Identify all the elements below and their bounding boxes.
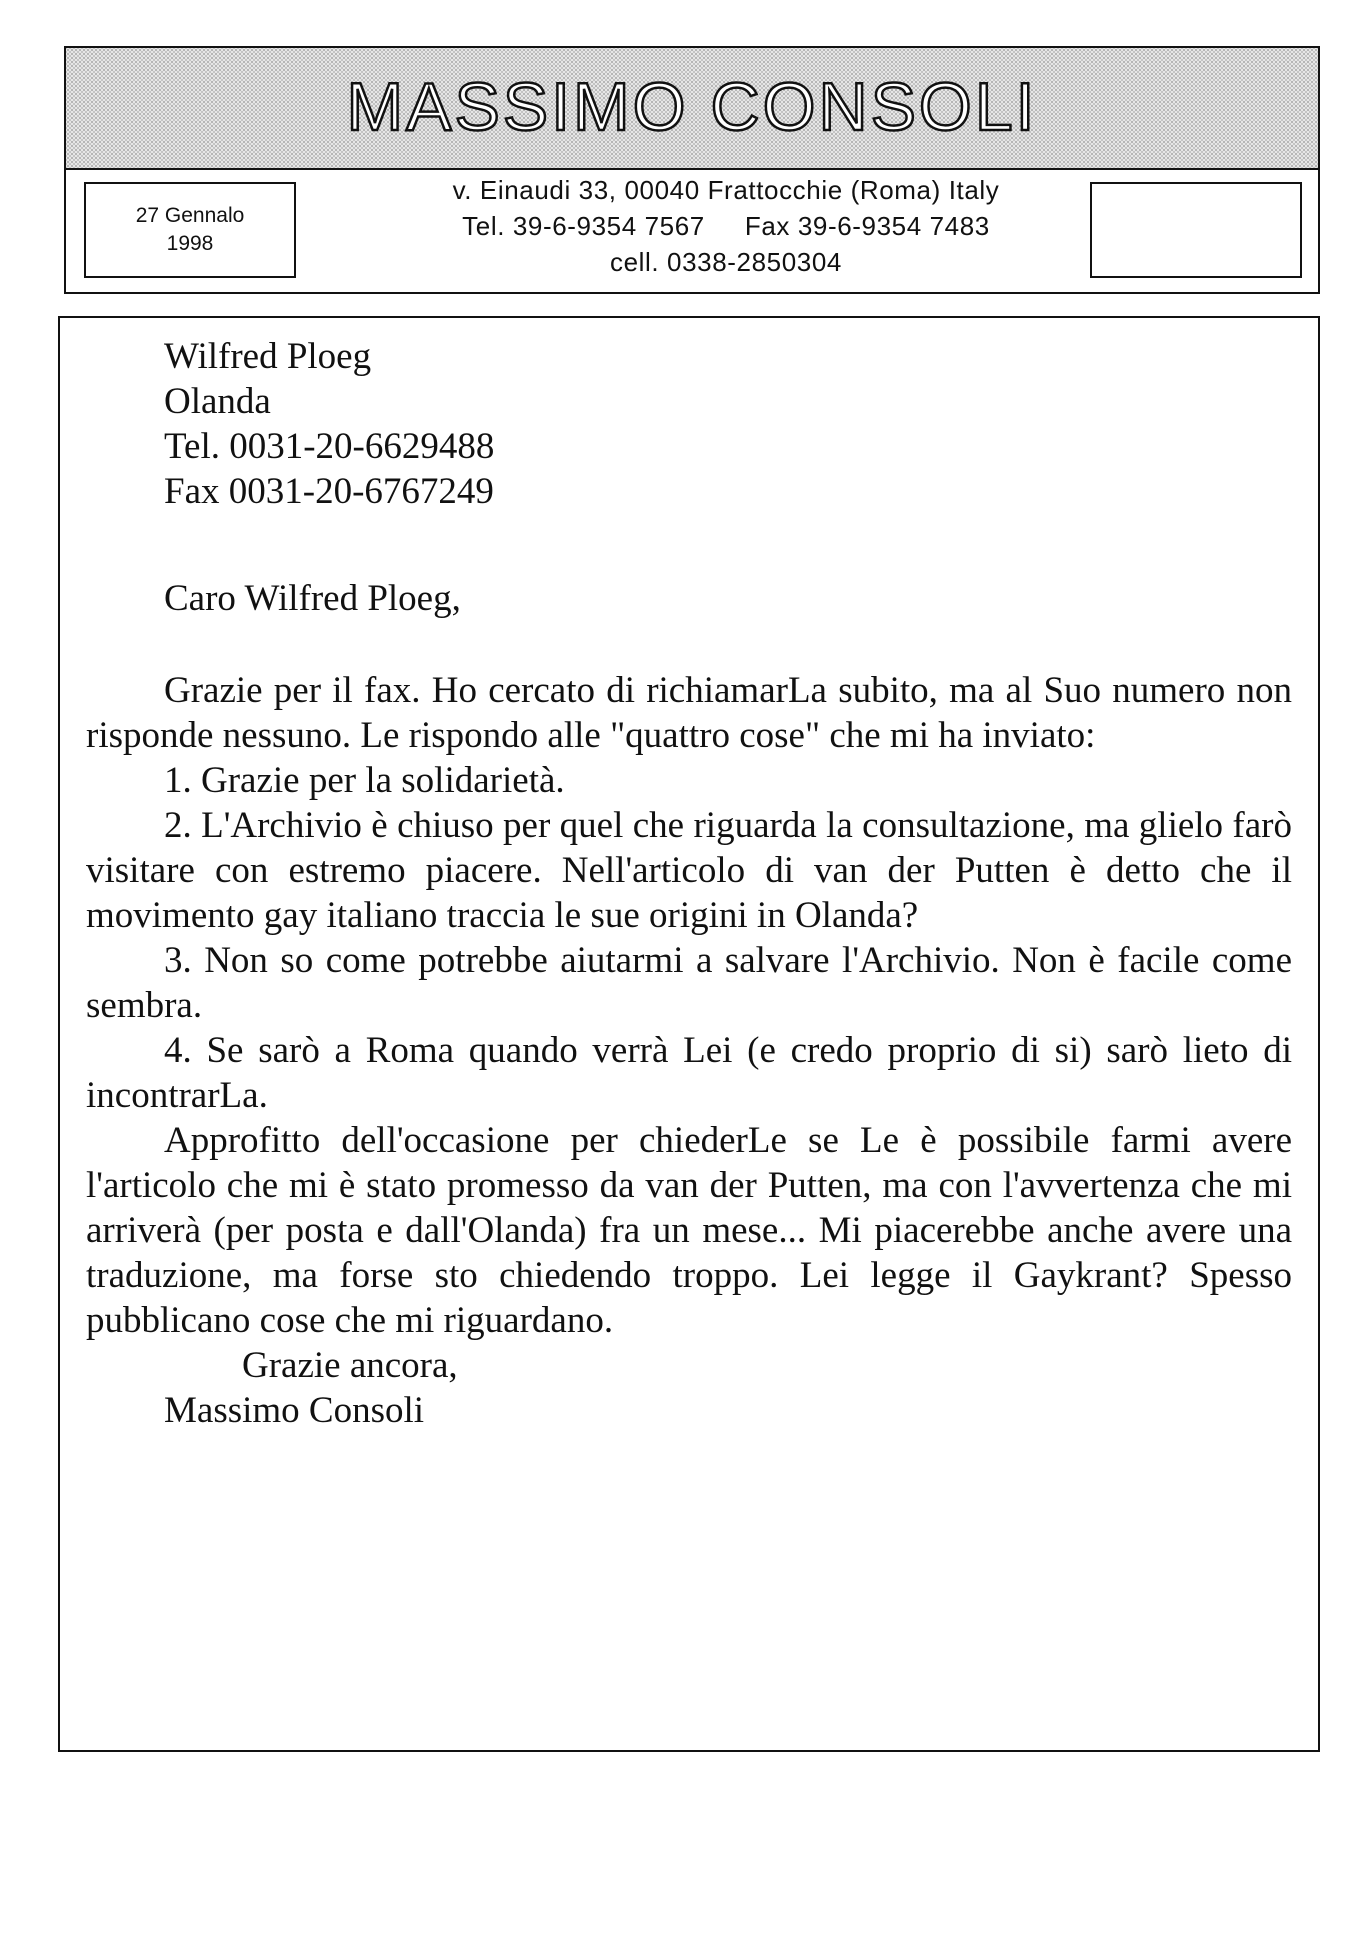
paragraph-point-4: 4. Se sarò a Roma quando verrà Lei (e credo proprio di si) sarò lieto di incontrarLa.	[86, 1030, 1292, 1116]
recipient-name: Wilfred Ploeg	[164, 336, 372, 377]
body-text	[86, 668, 1292, 1433]
letter-body	[58, 316, 1320, 1752]
salutation: Caro Wilfred Ploeg,	[164, 578, 461, 619]
date-day-month: 27 Gennalo	[135, 204, 245, 227]
letterhead	[64, 46, 1320, 294]
date-box	[84, 182, 296, 278]
letterhead-name: MASSIMO CONSOLI	[346, 69, 1038, 145]
recipient-fax: Fax 0031-20-6767249	[164, 471, 494, 512]
paragraph-point-3: 3. Non so come potrebbe aiutarmi a salvare l'Archivio. Non è facile come sembra.	[86, 940, 1292, 1026]
letterhead-tel: Tel. 39-6-9354 7567	[462, 211, 705, 241]
recipient-tel: Tel. 0031-20-6629488	[164, 426, 495, 467]
letterhead-cell: cell. 0338-2850304	[610, 247, 842, 277]
date-year: 1998	[166, 232, 214, 255]
empty-stamp-box	[1090, 182, 1302, 278]
contact-info	[366, 172, 1086, 280]
paragraph-intro: Grazie per il fax. Ho cercato di richiamarLa subito, ma al Suo numero non risponde nessuno. Le rispondo alle "quattro cose" che mi ha inviato:	[86, 670, 1292, 756]
phone-fax-row	[366, 208, 1086, 244]
letterhead-banner	[66, 48, 1318, 170]
recipient-block	[164, 334, 494, 514]
closing: Grazie ancora,	[242, 1345, 458, 1386]
letterhead-fax: Fax 39-6-9354 7483	[744, 211, 990, 241]
paragraph-request: Approfitto dell'occasione per chiederLe se Le è possibile farmi avere l'articolo che mi è stato promesso da van der Putten, ma con l'avvertenza che mi arriverà (per posta e dall'Olanda) fra un mese... Mi piacerebbe anche avere una traduzione, ma forse sto chiedendo troppo. Lei legge il Gaykrant? Spesso pubblicano cose che mi riguardano.	[86, 1120, 1292, 1341]
address: v. Einaudi 33, 00040 Frattocchie (Roma) Italy	[452, 175, 1000, 205]
signature: Massimo Consoli	[164, 1390, 425, 1431]
paragraph-point-1: 1. Grazie per la solidarietà.	[164, 760, 565, 801]
recipient-country: Olanda	[164, 381, 271, 422]
paragraph-point-2: 2. L'Archivio è chiuso per quel che riguarda la consultazione, ma glielo farò visitare con estremo piacere. Nell'articolo di van der Putten è detto che il movimento gay italiano traccia le sue origini in Olanda?	[86, 805, 1292, 936]
